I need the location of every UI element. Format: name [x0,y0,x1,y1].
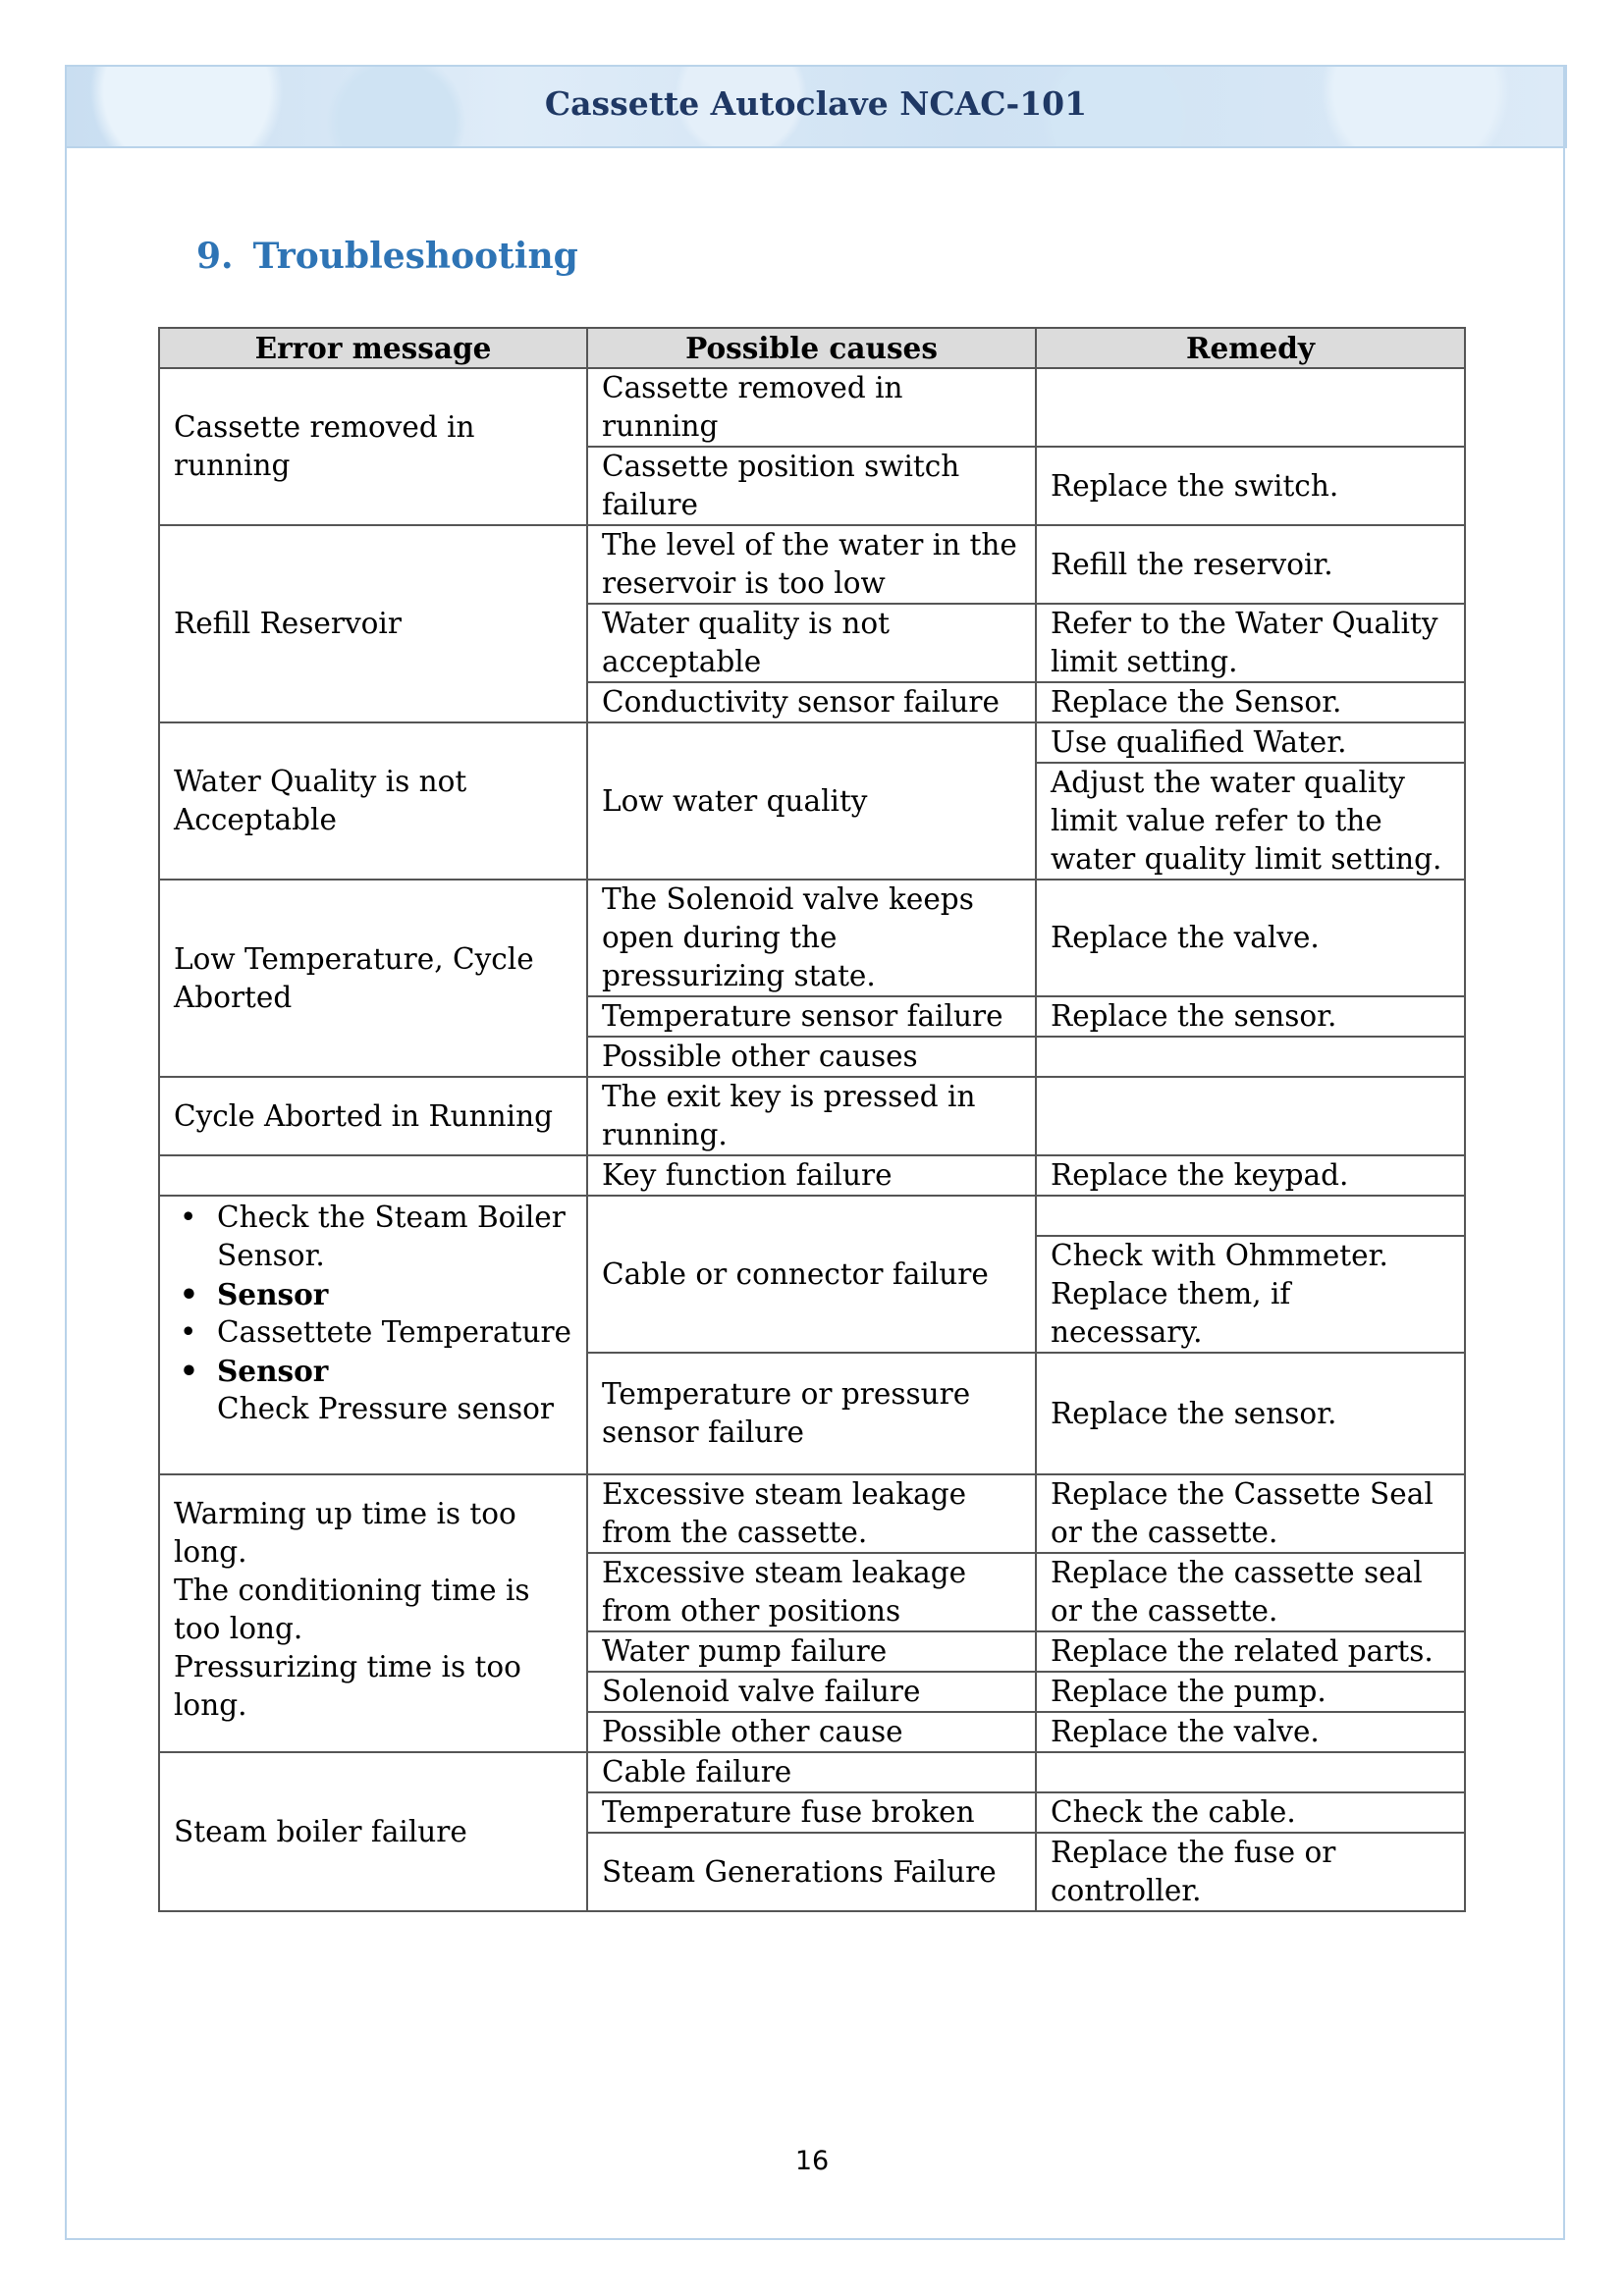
cause-cell: The level of the water in the reservoir is too low [587,525,1036,604]
error-cell [159,1474,587,1752]
error-cell [159,1155,587,1196]
cause-cell: The Solenoid valve keeps open during the pressurizing state. [587,880,1036,996]
section-title: Troubleshooting [252,236,578,277]
section-number: 9. [196,236,234,277]
remedy-cell: Replace the pump. [1036,1672,1465,1712]
table-row [159,880,1465,996]
list-continuation: Check Pressure sensor [217,1392,555,1425]
table-row [159,1196,1465,1236]
header-possible-causes: Possible causes [587,328,1036,368]
cause-cell: Solenoid valve failure [587,1672,1036,1712]
cause-cell: Water quality is not acceptable [587,604,1036,682]
list-item: • Cassettete Temperature [217,1313,572,1352]
error-line: The conditioning time is too long. [174,1574,530,1645]
cause-cell: Conductivity sensor failure [587,682,1036,722]
remedy-cell: Replace the Sensor. [1036,682,1465,722]
error-line: Pressurizing time is too long. [174,1650,521,1722]
cause-cell: Cable failure [587,1752,1036,1792]
table-row [159,368,1465,447]
table-row [159,722,1465,763]
section-heading [196,236,578,277]
cause-cell: Excessive steam leakage from the cassette. [587,1474,1036,1553]
remedy-cell: Replace the valve. [1036,880,1465,996]
error-cell: Refill Reservoir [159,525,587,722]
error-cell: Low Temperature, Cycle Aborted [159,880,587,1077]
cause-cell: Cassette position switch failure [587,447,1036,525]
cause-cell: Possible other cause [587,1712,1036,1752]
troubleshooting-table [158,327,1466,1912]
table-header-row [159,328,1465,368]
error-cell: Water Quality is not Acceptable [159,722,587,880]
cause-cell: Low water quality [587,722,1036,880]
remedy-cell [1036,1077,1465,1155]
remedy-cell: Replace the Cassette Seal or the cassette. [1036,1474,1465,1553]
cause-cell: Temperature or pressure sensor failure [587,1353,1036,1474]
remedy-cell: Replace the keypad. [1036,1155,1465,1196]
table-row [159,1077,1465,1155]
list-item: • Sensor [217,1352,572,1390]
cause-cell: Temperature sensor failure [587,996,1036,1037]
error-cell: Steam boiler failure [159,1752,587,1911]
list-item: • Sensor [217,1275,572,1313]
cause-cell: The exit key is pressed in running. [587,1077,1036,1155]
cause-cell: Key function failure [587,1155,1036,1196]
cause-cell: Cable or connector failure [587,1196,1036,1353]
remedy-cell: Use qualified Water. [1036,722,1465,763]
remedy-cell: Replace the valve. [1036,1712,1465,1752]
remedy-cell: Replace the fuse or controller. [1036,1833,1465,1911]
error-cell: Cycle Aborted in Running [159,1077,587,1155]
document-title: Cassette Autoclave NCAC-101 [544,84,1088,123]
table-row [159,525,1465,604]
list-item: • Check the Steam Boiler Sensor. [217,1199,572,1275]
table-row [159,1155,1465,1196]
remedy-cell: Refer to the Water Quality limit setting. [1036,604,1465,682]
cause-cell: Possible other causes [587,1037,1036,1077]
cause-cell: Temperature fuse broken [587,1792,1036,1833]
header-remedy: Remedy [1036,328,1465,368]
error-cell: Cassette removed in running [159,368,587,525]
remedy-cell [1036,1037,1465,1077]
error-cell [159,1196,587,1474]
error-line: Warming up time is too long. [174,1497,516,1569]
cause-cell: Water pump failure [587,1631,1036,1672]
cause-cell: Cassette removed in running [587,368,1036,447]
remedy-cell: Adjust the water quality limit value refer to the water quality limit setting. [1036,763,1465,880]
remedy-cell: Replace the sensor. [1036,1353,1465,1474]
remedy-cell: Replace the sensor. [1036,996,1465,1037]
page-number: 16 [794,2146,830,2176]
remedy-cell: Replace the cassette seal or the cassette. [1036,1553,1465,1631]
cause-cell: Steam Generations Failure [587,1833,1036,1911]
remedy-cell: Replace the related parts. [1036,1631,1465,1672]
sensor-check-list [174,1199,572,1390]
remedy-cell [1036,1752,1465,1792]
cause-cell: Excessive steam leakage from other positions [587,1553,1036,1631]
table-row [159,1474,1465,1553]
remedy-cell [1036,1196,1465,1236]
remedy-cell [1036,368,1465,447]
header-error-message: Error message [159,328,587,368]
table-row [159,1752,1465,1792]
remedy-cell: Refill the reservoir. [1036,525,1465,604]
remedy-cell: Check the cable. [1036,1792,1465,1833]
remedy-cell: Check with Ohmmeter. Replace them, if necessary. [1036,1236,1465,1353]
remedy-cell: Replace the switch. [1036,447,1465,525]
